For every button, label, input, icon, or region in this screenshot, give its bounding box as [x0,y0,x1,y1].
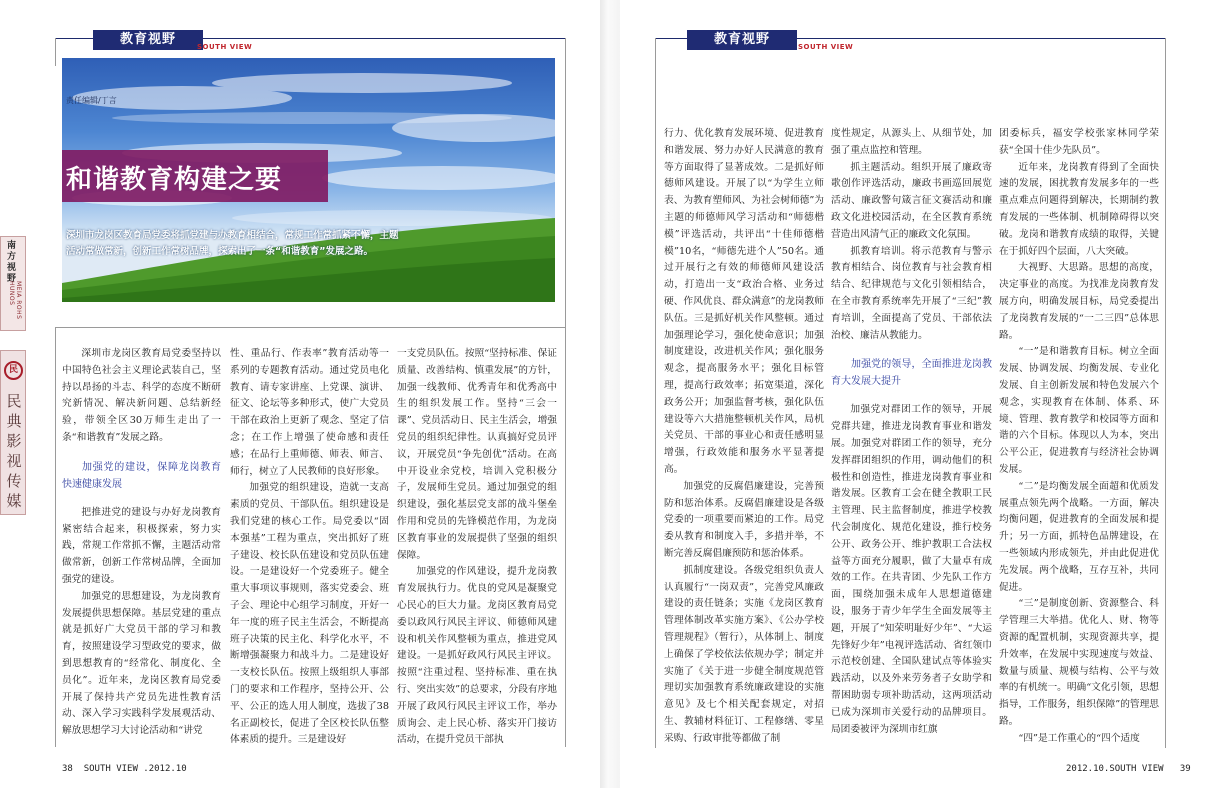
paragraph: 行力、优化教育发展环境、促进教育和谐发展、努力办好人民满意的教育等方面取得了显著成效。二是抓好师德师风建设。开展了以“为学生立师表、为教育塑师风、为社会树师德”为主题的师德师风学习活动和“师德楷模”评选活动，共评出“十佳师德楷模”10名，“师德先进个人”50名。通过开展行之有效的师德师风建设活动，打造出一支“政治合格、业务过硬、作风优良、群众满意”的龙岗教师队伍。三是抓好机关作风整顿。通过加强理论学习，强化使命意识；加强制度建设，改进机关作风；强化服务观念，提高服务水平；强化目标管理，提高行政效率；拓宽渠道，深化政务公开；加强监督考核，强化队伍建设等六大措施整顿机关作风，局机关党员、干部的事业心和责任感明显增强，行政效能和服务水平显著提高。 [664,128,824,475]
paragraph: “四”是工作重心的“四个适度 [1018,732,1140,744]
left-column-3 [397,346,557,754]
footer-issue: SOUTH VIEW .2012.10 [83,764,187,774]
paragraph: 近年来，龙岗教育得到了全面快速的发展，困扰教育发展多年的一些重点难点问题得到解决，长期制约教育发展的一些体制、机制障碍得以突破。龙岗和谐教育成绩的取得，关键在于抓好四个层面，八大突破。 [999,161,1159,257]
article-lead: 深圳市龙岗区教育局党委将抓党建与办教育相结合，常规工作常抓紧不懈，主题活动常做常新，创新工作常树品牌，探索出了一条“和谐教育”发展之路。 [66,230,399,257]
frame-line [55,327,56,747]
section-subtitle: SOUTH VIEW [197,43,253,51]
paragraph: 深圳市龙岗区教育局党委坚持以中国特色社会主义理论武装自己，坚持以昂扬的斗志、科学的态度不断研究新情况、解决新问题、总结新经验，带领全区30万师生走出了一条“和谐教育”发展之路。 [62,348,221,443]
paragraph: “三”是制度创新、资源整合、科学管理三大举措。优化人、财、物等资源的配置机制，实现资源共享，提升效率，在发展中实现速度与效益、数量与质量、规模与结构、公平与效率的有机统一。明确“文化引领，思想指导，工作服务，组织保障”的管理思路。 [999,598,1159,727]
title-band [62,150,328,202]
paragraph: 抓制度建设。各级党组织负责人认真履行“一岗双责”，完善党风廉政建设的责任链条；实施《龙岗区教育管理体制改革实施方案》、《公办学校管理规程》（暂行），从体制上、制度上确保了学校依法依规办学；制定并实施了《关于进一步健全制度规范管理切实加强教育系统廉政建设的实施意见》及七个相关配套规定，对招生、教辅材料征订、工程修缮、零星采购、行政审批等都做了制 [664,564,824,744]
footer-right [1066,764,1191,774]
left-page [0,0,600,788]
editor-credit: 责任编辑/丁言 [66,96,117,105]
subheading: 加强党的建设，保障龙岗教育快速健康发展 [62,461,221,490]
page-gutter [600,0,620,788]
side-tab-media [0,350,26,515]
paragraph: “一”是和谐教育目标。树立全面发展、协调发展、均衡发展、专业化发展、自主创新发展和特色发展六个观念，实现教育在体制、体系、环境、管理、教育教学和校园等方面和谐的六个目标。体现以人为本，突出公平公正，促进教育与经济社会协调发展。 [999,346,1159,475]
paragraph: 抓教育培训。将示范教育与警示教育相结合、岗位教育与社会教育相结合、纪律规范与文化引领相结合，在全市教育系统率先开展了“三纪”教育培训，全面提高了党员、干部依法治校、廉洁从教能力。 [831,245,992,341]
paragraph: 加强党的思想建设，为龙岗教育发展提供思想保障。基层党建的重点就是抓好广大党员干部的学习和教育，按照建设学习型政党的要求，做到思想教育的“经常化、制度化、全员化”。近年来，龙岗区教育局党委开展了保持共产党员先进性教育活动、深入学习实践科学发展观活动、解放思想学习大讨论活动和“讲党 [62,590,221,737]
hero-image [62,58,555,302]
section-tab: 教育视野 [687,30,797,50]
paragraph: 大视野、大思路。思想的高度，决定事业的高度。为找准龙岗教育发展方向，明确发展目标，局党委提出了龙岗教育发展的“一二三四”总体思路。 [999,262,1159,341]
right-column-2 [831,126,992,754]
side-brand-cn: 南方视野 [7,241,17,284]
paragraph: 加强党对群团工作的领导，开展党群共建，推进龙岗教育事业和谐发展。加强党对群团工作的领导，充分发挥群团组织的作用，调动他们的积极性和创造性，推进龙岗教育事业和谐发展。区教育工会在健全教职工民主管理、民主监督制度，推进学校教代会制度化、规范化建设，推行校务公开、政务公开、维护教职工合法权益等方面充分履职，做了大量卓有成效的工作。在共青团、少先队工作方面，围绕加强未成年人思想道德建设，服务于青少年学生全面发展等主题，开展了“知荣明耻好少年”、“大运先锋好少年”电视评选活动、省红领巾示范校创建、全国队建试点等体验实践活动，以及外来劳务者子女助学和帮困助弱专项补助活动，这两项活动已成为深圳市关爱行动的品牌项目。局团委被评为深圳市红旗 [831,404,992,735]
paragraph: 加强党的组织建设，造就一支高素质的党员、干部队伍。组织建设是我们党建的核心工作。局党委以“固本强基”工程为重点，突出抓好了班子建设、校长队伍建设和党员队伍建设。一是建设好一个党委班子。健全重大事项议事规则，落实党委会、班子会、理论中心组学习制度，开好一年一度的班子民主生活会，不断提高班子决策的民主化、科学化水平，不断增强凝聚力和战斗力。二是建设好一支校长队伍。按照上级组织人事部门的要求和工作程序，坚持公开、公平、公正的选人用人制度，选拔了38名正副校长，促进了全区校长队伍整体素质的提升。三是建设好 [230,482,389,746]
page-number: 39 [1179,764,1191,774]
frame-line [565,327,566,747]
section-tab: 教育视野 [93,30,203,50]
left-column-2 [230,346,389,754]
paragraph: 抓主题活动。组织开展了廉政寄歌创作评选活动，廉政书画巡回展览活动、廉政警句箴言征文赛活动和廉政文化进校园活动，在全区教育系统营造出风清气正的廉政文化氛围。 [831,161,992,240]
paragraph: 性、重品行、作表率”教育活动等一系列的专题教育活动。通过党员电化教育、请专家讲座、上党课、演讲、征文、论坛等多种形式，使广大党员干部在政治上更新了观念、坚定了信念；在工作上增强了使命感和责任感；在品行上重师德、师表、师言、师行，树立了人民教师的良好形象。 [230,348,389,477]
section-subtitle: SOUTH VIEW [798,43,854,51]
paragraph: 把推进党的建设与办好龙岗教育紧密结合起来，积极探索，努力实践，常规工作常抓不懈，主题活动常做常新，创新工作常树品牌，全面加强党的建设。 [62,506,221,585]
right-column-1 [664,126,824,754]
frame-line [55,38,56,66]
right-page [620,0,1219,788]
frame-line [565,38,566,328]
paragraph: 一支党员队伍。按照“坚持标准、保证质量、改善结构、慎重发展”的方针，加强一线教师、优秀青年和优秀高中生的组织发展工作。坚持“三会一课”、党员活动日、民主生活会，增强党员的组织纪律性。认真搞好党员评议，开展党员“争先创优”活动。在高中开设业余党校，培训入党积极分子，发展师生党员。通过加强党的组织建设，强化基层党支部的战斗堡垒作用和党员的先锋模范作用，为龙岗区教育事业的发展提供了坚强的组织保障。 [397,348,557,561]
right-column-3 [999,126,1159,754]
side-brand-en: MEIA ROHS HUNOS [8,281,22,320]
frame-line [655,38,656,748]
paragraph: 加强党的作风建设，提升龙岗教育发展执行力。优良的党风是凝聚党心民心的巨大力量。龙岗区教育局党委以政风行风民主评议、师德师风建设和机关作风整顿为重点，推进党风建设。一是抓好政风行风民主评议。按照“注重过程、坚持标准、重在执行、突出实效”的总要求，分段有序地开展了政风行风民主评议工作，举办质询会、走上民心桥、落实开门接访活动，在提升党员干部执 [397,566,557,746]
media-name: 民典影视传媒 [6,392,22,510]
article-title: 和谐教育构建之要 [66,165,283,195]
paragraph: 加强党的反腐倡廉建设，完善预防和惩治体系。反腐倡廉建设是各级党委的一项重要而紧迫的工作。局党委从教育和制度入手，多措并举，不断完善反腐倡廉预防和惩治体系。 [664,480,824,559]
footer-left [62,764,187,774]
page-number: 38 [62,764,73,774]
footer-issue: 2012.10.SOUTH VIEW [1066,764,1164,774]
frame-line [1165,38,1166,748]
media-logo-icon: 民 [4,361,23,380]
frame-line [55,327,565,328]
side-tab-brand [0,236,26,331]
paragraph: 度性规定，从源头上、从细节处，加强了重点监控和管理。 [831,128,992,156]
subheading: 加强党的领导，全面推进龙岗教育大发展大提升 [831,359,992,388]
paragraph: “二”是均衡发展全面超和优质发展重点领先两个战略。一方面，解决均衡问题，促进教育的全面发展和提升；另一方面，抓特色品牌建设，在一些领域内形成领先，并由此促进优先发展。两个战略，互存互补，共同促进。 [999,480,1159,593]
paragraph: 团委标兵，福安学校张家林同学荣获“全国十佳少先队员”。 [999,128,1159,156]
left-column-1 [62,346,221,754]
